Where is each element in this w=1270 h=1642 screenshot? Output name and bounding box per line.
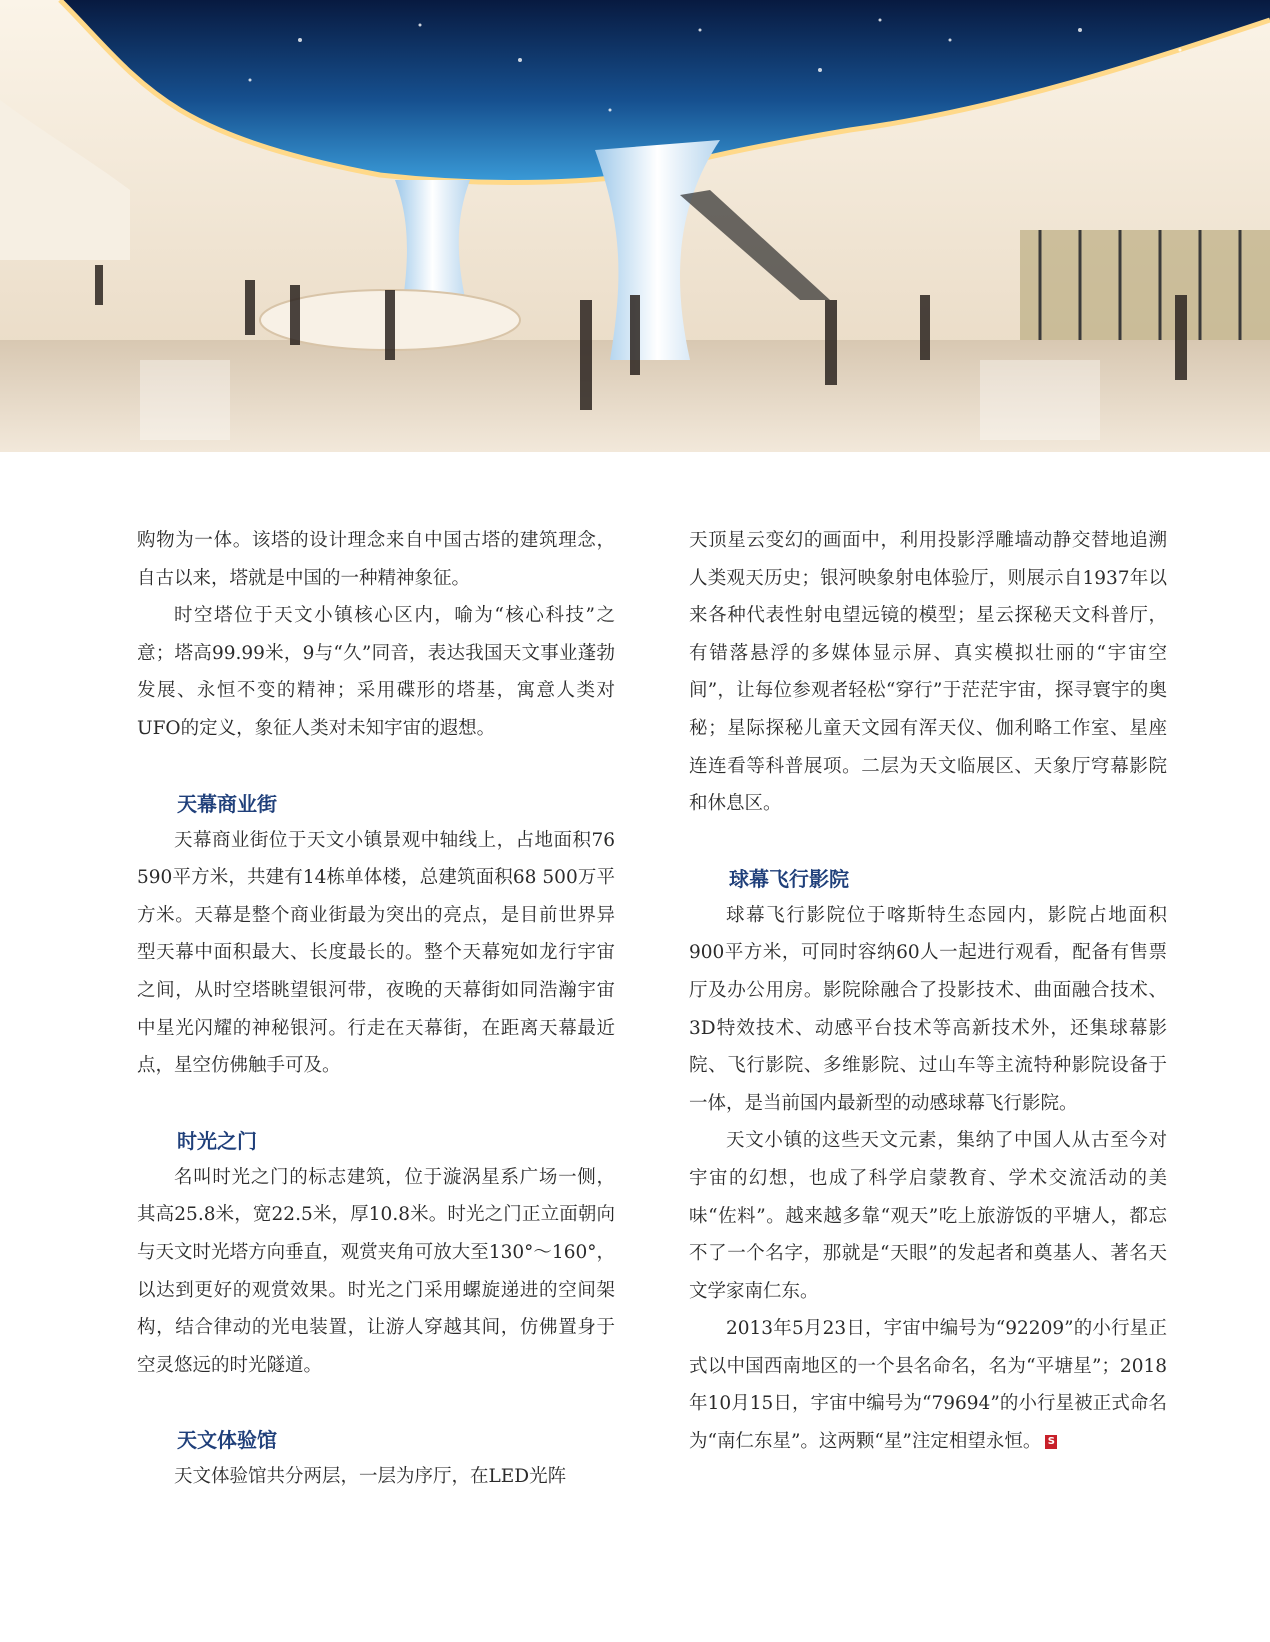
- paragraph: 购物为一体。该塔的设计理念来自中国古塔的建筑理念，自古以来，塔就是中国的一种精神象征。: [137, 530, 615, 589]
- hero-photo: [0, 0, 1270, 452]
- section-heading: 球幕飞行影院: [729, 866, 849, 891]
- end-mark-icon: S: [1045, 1435, 1057, 1449]
- section-heading: 天文体验馆: [177, 1428, 277, 1453]
- paragraph-text: 2013年5月23日，宇宙中编号为“92209”的小行星正式以中国西南地区的一个县名命名，名为“平塘星”；2018年10月15日，宇宙中编号为“79694”的小行星被正式命名为“南仁东星”。这两颗“星”注定相望永恒。: [689, 1318, 1167, 1453]
- left-column: [137, 522, 615, 1496]
- paragraph: 天幕商业街位于天文小镇景观中轴线上，占地面积76 590平方米，共建有14栋单体楼，总建筑面积68 500万平方米。天幕是整个商业街最为突出的亮点，是目前世界异型天幕中面积最大、长度最长的。整个天幕宛如龙行宇宙之间，从时空塔眺望银河带，夜晚的天幕街如同浩瀚宇宙中星光闪耀的神秘银河。行走在天幕街，在距离天幕最近点，星空仿佛触手可及。: [137, 829, 615, 1077]
- section-heading: 时光之门: [177, 1128, 257, 1153]
- section-heading: 天幕商业街: [177, 791, 277, 816]
- paragraph: 球幕飞行影院位于喀斯特生态园内，影院占地面积900平方米，可同时容纳60人一起进行观看，配备有售票厅及办公用房。影院除融合了投影技术、曲面融合技术、3D特效技术、动感平台技术等高新技术外，还集球幕影院、飞行影院、多维影院、过山车等主流特种影院设备于一体，是当前国内最新型的动感球幕飞行影院。: [689, 904, 1167, 1114]
- paragraph: 天文体验馆共分两层，一层为序厅，在LED光阵: [174, 1466, 567, 1488]
- paragraph: 名叫时光之门的标志建筑，位于漩涡星系广场一侧，其高25.8米，宽22.5米，厚10.8米。时光之门正立面朝向与天文时光塔方向垂直，观赏夹角可放大至130°～160°，以达到更好的观赏效果。时光之门采用螺旋递进的空间架构，结合律动的光电装置，让游人穿越其间，仿佛置身于空灵悠远的时光隧道。: [137, 1166, 615, 1376]
- paragraph: 时空塔位于天文小镇核心区内，喻为“核心科技”之意；塔高99.99米，9与“久”同音，表达我国天文事业蓬勃发展、永恒不变的精神；采用碟形的塔基，寓意人类对UFO的定义，象征人类对未知宇宙的遐想。: [137, 605, 615, 739]
- paragraph: 天文小镇的这些天文元素，集纳了中国人从古至今对宇宙的幻想，也成了科学启蒙教育、学术交流活动的美味“佐料”。越来越多靠“观天”吃上旅游饭的平塘人，都忘不了一个名字，那就是“天眼”的发起者和奠基人、著名天文学家南仁东。: [689, 1130, 1167, 1302]
- paragraph: 天顶星云变幻的画面中，利用投影浮雕墙动静交替地追溯人类观天历史；银河映象射电体验厅，则展示自1937年以来各种代表性射电望远镜的模型；星云探秘天文科普厅，有错落悬浮的多媒体显示屏、真实模拟壮丽的“宇宙空间”，让每位参观者轻松“穿行”于茫茫宇宙，探寻寰宇的奥秘；星际探秘儿童天文园有浑天仪、伽利略工作室、星座连连看等科普展项。二层为天文临展区、天象厅穹幕影院和休息区。: [689, 530, 1167, 815]
- right-column: [689, 522, 1167, 1461]
- planetarium-hall-illustration: [0, 0, 1270, 452]
- paragraph: [689, 1310, 1167, 1460]
